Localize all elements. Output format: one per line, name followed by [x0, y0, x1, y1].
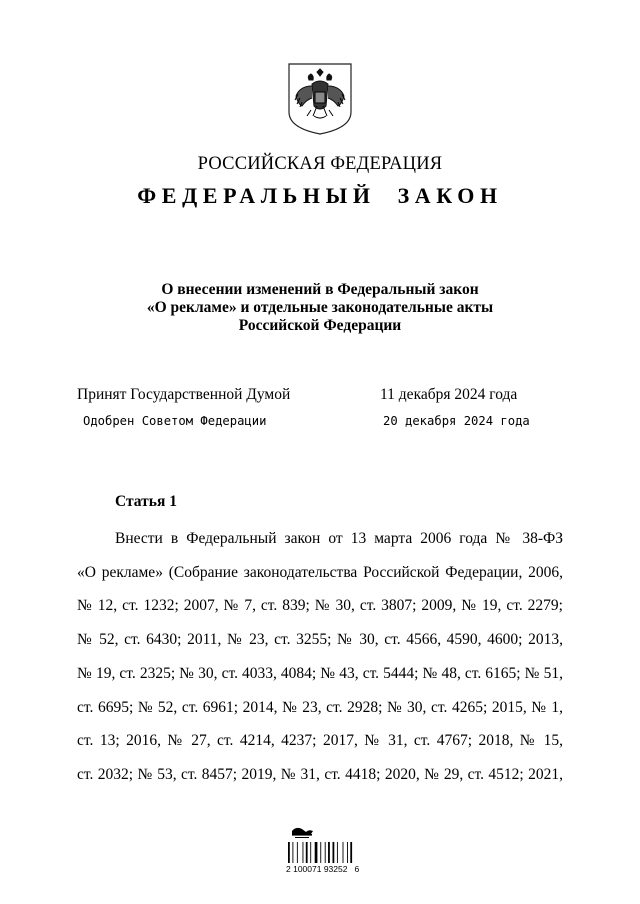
document-type-word-1: ФЕДЕРАЛЬНЫЙ	[137, 183, 376, 208]
law-title	[0, 281, 640, 335]
article-line: Внести в Федеральный закон от 13 марта 2006 года № 38-ФЗ	[115, 530, 563, 547]
barcode-number: 2 100071 93252 6	[286, 864, 360, 874]
article-line: № 19, ст. 2325; № 30, ст. 4033, 4084; № 43, ст. 5444; № 48, ст. 6165; № 51,	[77, 664, 563, 682]
article-line: ст. 6695; № 52, ст. 6961; 2014, № 23, ст. 2928; № 30, ст. 4265; 2015, № 1,	[77, 698, 563, 716]
article-line: ст. 13; 2016, № 27, ст. 4214, 4237; 2017, № 31, ст. 4767; 2018, № 15,	[77, 732, 563, 750]
document-type	[0, 183, 640, 209]
council-approval-date: 20 декабря 2024 года	[383, 414, 530, 428]
article-heading: Статья 1	[115, 493, 177, 510]
article-body	[77, 522, 563, 792]
article-line: № 12, ст. 1232; 2007, № 7, ст. 839; № 30, ст. 3807; 2009, № 19, ст. 2279;	[77, 597, 563, 615]
article-line: ст. 2032; № 53, ст. 8457; 2019, № 31, ст. 4418; 2020, № 29, ст. 4512; 2021,	[77, 765, 563, 783]
law-title-line-1: О внесении изменений в Федеральный закон	[161, 281, 479, 298]
country-name: РОССИЙСКАЯ ФЕДЕРАЦИЯ	[197, 154, 443, 174]
law-title-line-3: Российской Федерации	[238, 317, 402, 334]
article-line: № 52, ст. 6430; 2011, № 23, ст. 3255; № 30, ст. 4566, 4590, 4600; 2013,	[77, 631, 563, 649]
law-title-line-2: «О рекламе» и отдельные законодательные акты	[146, 299, 494, 316]
article-line: «О рекламе» (Собрание законодательства Российской Федерации, 2006,	[77, 563, 563, 581]
adoption-block	[77, 386, 577, 446]
document-type-word-2: ЗАКОН	[397, 183, 503, 208]
duma-adoption-label: Принят Государственной Думой	[77, 386, 291, 403]
council-approval-label: Одобрен Советом Федерации	[83, 414, 267, 428]
state-emblem-icon	[287, 62, 353, 136]
duma-adoption-date: 11 декабря 2024 года	[380, 386, 518, 403]
